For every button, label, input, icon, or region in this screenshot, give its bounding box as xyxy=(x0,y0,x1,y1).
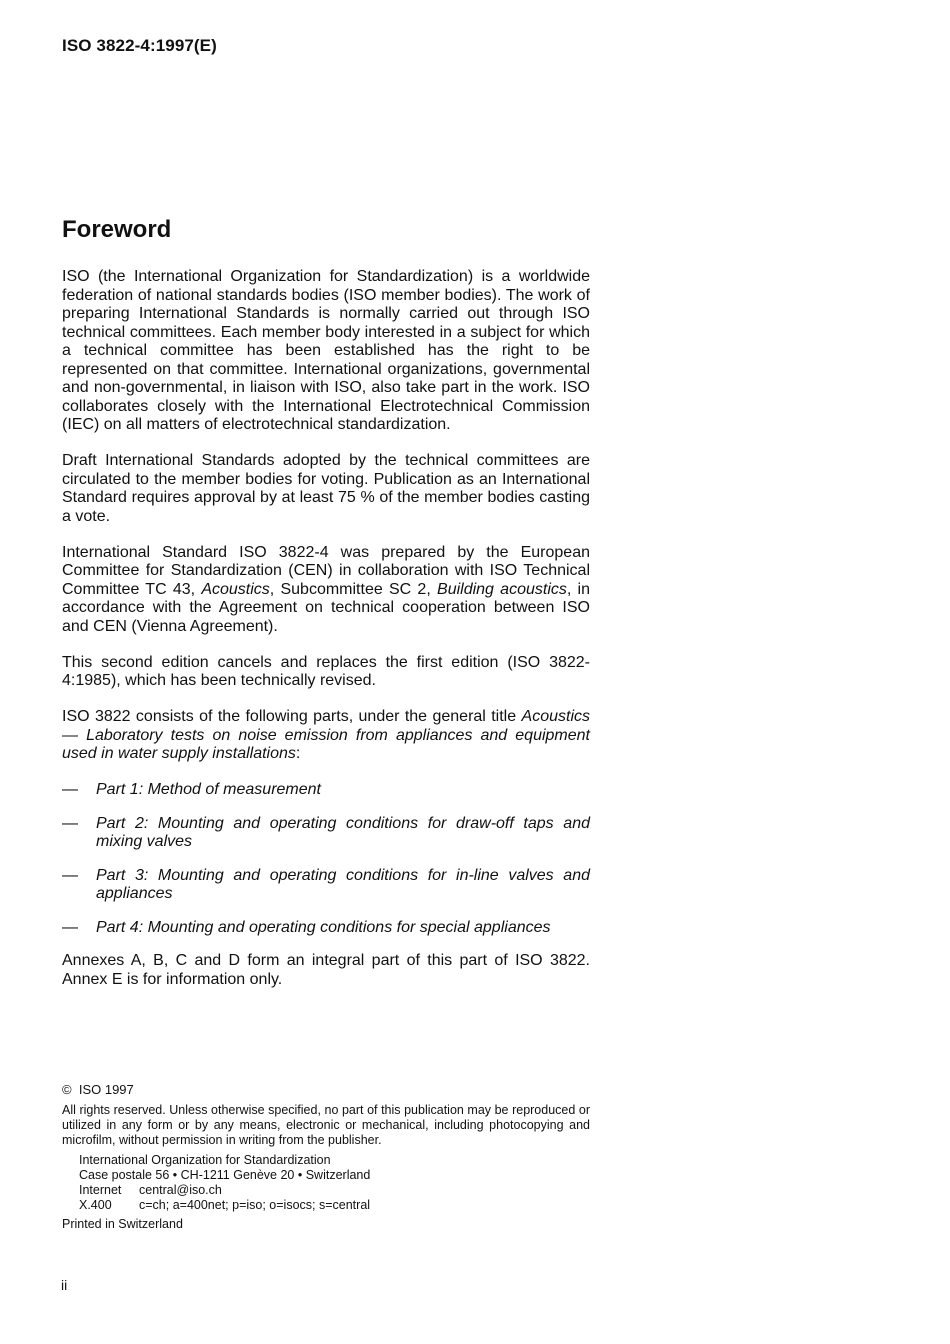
internet-label: Internet xyxy=(79,1183,122,1197)
paragraph-draft-standards: Draft International Standards adopted by the technical committees are circulated to the member bodies for voting. Publication as an International Standard requires approval by at least 75 % of the member bodies casting a vote. xyxy=(62,452,590,525)
paragraph-iso-intro: ISO (the International Organization for Standardization) is a worldwide federation of national standards bodies (ISO member bodies). The work of preparing International Standards is normally carried out through ISO technical committees. Each member body interested in a subject for which a technical committee has been established has the right to be represented on that committee. International organizations, governmental and non-governmental, in liaison with ISO, also take part in the work. ISO collaborates closely with the International Electrotechnical Commission (IEC) on all matters of electrotechnical standardization. xyxy=(62,268,590,433)
foreword-body xyxy=(62,268,590,1007)
paragraph-parts-intro xyxy=(62,708,590,764)
address-org xyxy=(79,1153,590,1168)
part-title: Part 3: Mounting and operating conditions for in-line valves and appliances xyxy=(96,866,590,902)
dash-bullet: — xyxy=(62,814,78,832)
parts-intro-colon: : xyxy=(295,745,301,762)
dash-bullet: — xyxy=(62,918,78,936)
x400-value: c=ch; a=400net; p=iso; o=isocs; s=central xyxy=(139,1198,371,1212)
list-item xyxy=(62,867,590,904)
parts-list xyxy=(62,781,590,937)
page-header: ISO 3822-4:1997(E) xyxy=(62,36,217,55)
preparation-text-c: , in accordance with the Agreement on technical cooperation between ISO and CEN (Vienna Agreement). xyxy=(62,580,591,635)
preparation-text-b: , Subcommittee SC 2, xyxy=(269,580,438,598)
part-title: Part 1: Method of measurement xyxy=(96,781,321,798)
list-item xyxy=(62,919,590,938)
dash-bullet: — xyxy=(62,781,78,798)
copyright-icon: © xyxy=(62,1082,72,1097)
address-postal xyxy=(79,1168,590,1183)
address-x400 xyxy=(79,1198,590,1213)
page-number: ii xyxy=(61,1277,68,1293)
copyright-block xyxy=(62,1082,590,1232)
part-title: Part 4: Mounting and operating conditions for special appliances xyxy=(96,918,551,936)
copyright-notice xyxy=(62,1082,590,1097)
paragraph-edition: This second edition cancels and replaces the first edition (ISO 3822-4:1985), which has been technically revised. xyxy=(62,653,590,689)
part-title: Part 2: Mounting and operating conditions for draw-off taps and mixing valves xyxy=(96,814,590,850)
x400-label: X.400 xyxy=(79,1198,112,1212)
committee-name-acoustics: Acoustics xyxy=(201,580,270,598)
printed-in: Printed in Switzerland xyxy=(62,1217,183,1231)
address-internet xyxy=(79,1183,590,1198)
parts-intro-text: ISO 3822 consists of the following parts, under the general title xyxy=(62,708,522,725)
dash-bullet: — xyxy=(62,866,78,884)
paragraph-preparation xyxy=(62,544,590,637)
paragraph-annexes: Annexes A, B, C and D form an integral part of this part of ISO 3822. Annex E is for information only. xyxy=(62,952,590,988)
list-item xyxy=(62,815,590,852)
copyright-year: ISO 1997 xyxy=(78,1082,134,1097)
general-title: Acoustics — Laboratory tests on noise emission from appliances and equipment used in water supply installations xyxy=(62,708,590,762)
list-item xyxy=(62,781,590,800)
publisher-address xyxy=(79,1153,590,1213)
postal-address: Case postale 56 • CH-1211 Genève 20 • Switzerland xyxy=(79,1168,371,1182)
org-name: International Organization for Standardization xyxy=(79,1153,331,1167)
preparation-text-a: International Standard ISO 3822-4 was prepared by the European Committee for Standardization (CEN) in collaboration with ISO Technical Committee TC 43, xyxy=(62,543,590,598)
rights-statement: All rights reserved. Unless otherwise specified, no part of this publication may be reproduced or utilized in any form or by any means, electronic or mechanical, including photocopying and microfilm, without permission in writing from the publisher. xyxy=(62,1103,590,1147)
subcommittee-name-building-acoustics: Building acoustics xyxy=(437,580,567,598)
internet-email: central@iso.ch xyxy=(139,1183,222,1197)
section-title: Foreword xyxy=(62,216,172,243)
